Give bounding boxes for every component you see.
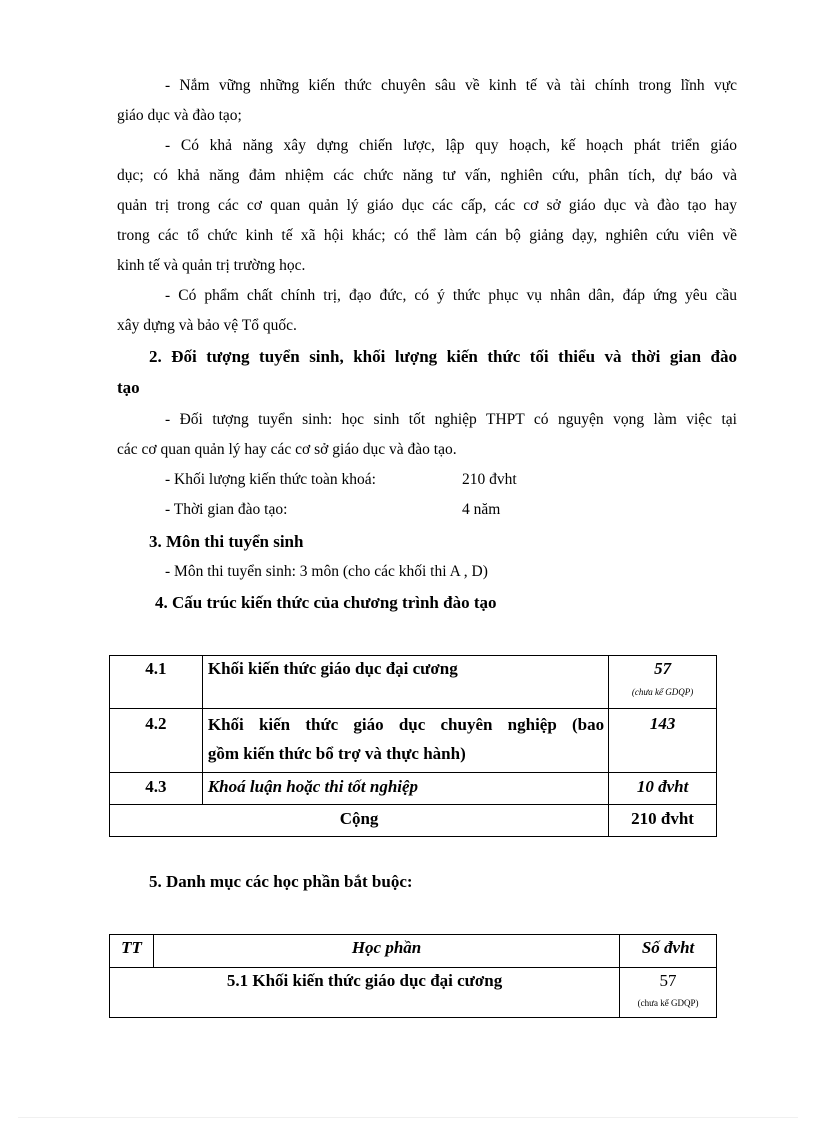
section-2-heading-line-2: tạo (117, 378, 140, 397)
table-header-row (110, 935, 717, 968)
row-name-line-2: gồm kiến thức bổ trợ và thực hành) (207, 744, 466, 763)
section-3-text: - Môn thi tuyển sinh: 3 môn (cho các khối thi A , D) (165, 563, 488, 580)
para-2-line-2: dục; có khả năng đảm nhiệm các chức năng tư vấn, nghiên cứu, phân tích, dự báo và (117, 167, 737, 184)
target-line-1: - Đối tượng tuyển sinh: học sinh tốt nghiệp THPT có nguyện vọng làm việc tại (165, 411, 737, 428)
para-2-line-3: quản trị trong các cơ quan quản lý giáo dục các cấp, các cơ sở giáo dục và đào tạo hay (117, 197, 737, 214)
group-value: 57 (659, 971, 677, 990)
row-name-line-1: Khối kiến thức giáo dục chuyên nghiệp (bao (207, 715, 605, 734)
section-2-heading-line-1: 2. Đối tượng tuyển sinh, khối lượng kiến thức tối thiểu và thời gian đào (149, 347, 737, 366)
row-number: 4.2 (110, 709, 203, 773)
para-2-line-4: trong các tổ chức kinh tế xã hội khác; có thể làm cán bộ giảng dạy, nghiên cứu viên về (117, 227, 737, 244)
table-row (110, 656, 717, 709)
table-row (110, 773, 717, 805)
section-4-heading: 4. Cấu trúc kiến thức của chương trình đào tạo (155, 593, 497, 612)
duration-value: 4 năm (462, 501, 501, 518)
target-line-2: các cơ quan quản lý hay các cơ sở giáo dục và đào tạo. (117, 441, 457, 458)
group-value-cell (620, 968, 717, 1018)
para-1-line-2: giáo dục và đào tạo; (117, 107, 242, 124)
row-value-cell (609, 656, 717, 709)
duration-label: - Thời gian đào tạo: (165, 501, 288, 518)
total-label (110, 805, 609, 837)
para-2-line-1: - Có khả năng xây dựng chiến lược, lập quy hoạch, kế hoạch phát triển giáo (165, 137, 737, 154)
para-3-line-2: xây dựng và bảo vệ Tổ quốc. (117, 317, 297, 334)
col-tt-header: TT (110, 935, 154, 968)
volume-label: - Khối lượng kiến thức toàn khoá: (165, 471, 376, 488)
table-row (110, 709, 717, 773)
total-label-text: Cộng (339, 809, 379, 828)
total-value: 210 đvht (609, 805, 717, 837)
row-number: 4.3 (110, 773, 203, 805)
group-label: 5.1 Khối kiến thức giáo dục đại cương (110, 968, 620, 1018)
required-courses-table (109, 934, 717, 1018)
para-1-line-1: - Nắm vững những kiến thức chuyên sâu về kinh tế và tài chính trong lĩnh vực (165, 77, 737, 94)
col-course-header: Học phần (153, 935, 619, 968)
row-name: Khối kiến thức giáo dục đại cương (202, 656, 608, 709)
row-number: 4.1 (110, 656, 203, 709)
row-name (202, 709, 608, 773)
table-total-row (110, 805, 717, 837)
row-value: 10 đvht (609, 773, 717, 805)
table-group-row (110, 968, 717, 1018)
row-name: Khoá luận hoặc thi tốt nghiệp (202, 773, 608, 805)
knowledge-structure-table (109, 655, 717, 837)
row-note: (chưa kể GDQP) (631, 687, 694, 697)
page-bottom-rule (18, 1117, 798, 1118)
section-3-heading: 3. Môn thi tuyển sinh (149, 532, 304, 551)
col-credits-header: Số đvht (620, 935, 717, 968)
section-5-heading: 5. Danh mục các học phần bắt buộc: (149, 872, 413, 891)
row-value: 57 (654, 659, 672, 678)
para-2-line-5: kinh tế và quản trị trường học. (117, 257, 306, 274)
row-value: 143 (609, 709, 717, 773)
para-3-line-1: - Có phẩm chất chính trị, đạo đức, có ý thức phục vụ nhân dân, đáp ứng yêu cầu (165, 287, 737, 304)
volume-value: 210 đvht (462, 471, 517, 488)
group-note: (chưa kể GDQP) (637, 998, 699, 1008)
